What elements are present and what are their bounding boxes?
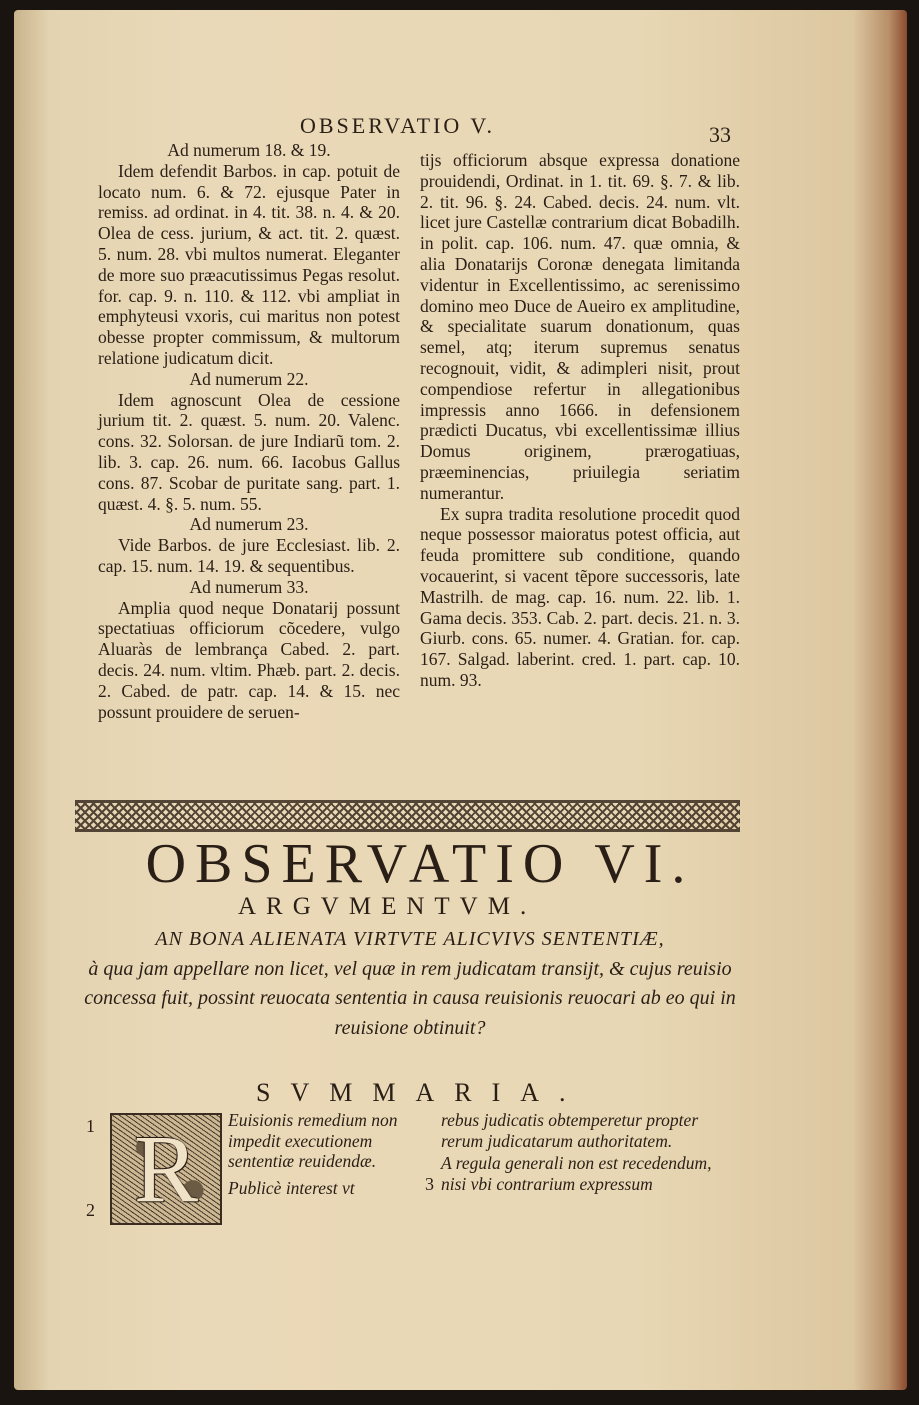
argument-question	[70, 925, 750, 1043]
question-caps-line: AN BONA ALIENATA VIRTVTE ALICVIVS SENTENTIÆ,	[155, 928, 665, 950]
paragraph: Vide Barbos. de jure Ecclesiast. lib. 2. cap. 15. num. 14. 19. & sequentibus.	[98, 535, 400, 576]
argumentum-heading: ARGVMENTVM.	[238, 893, 537, 920]
summary-number: 3	[425, 1174, 434, 1194]
section-heading: Ad numerum 22.	[189, 368, 309, 389]
summary-item: A regula generali non est recedendum, nisi vbi contrarium expressum	[441, 1153, 712, 1194]
summary-item: Publicè interest vt	[228, 1177, 355, 1198]
initial-letter: R	[133, 1115, 199, 1222]
summary-number: 2	[86, 1200, 95, 1220]
ornamental-rule	[75, 800, 740, 832]
page-number: 33	[709, 122, 731, 147]
section-heading: Ad numerum 18. & 19.	[167, 140, 331, 160]
question-text: à qua jam appellare non licet, vel quæ in rem judicatam transijt, & cujus reuisio concessa fuit, possint reuocata sententia in causa reuisionis reuocari ab eo qui in reuisione obtinuit?	[84, 957, 736, 1039]
summary-number: 1	[86, 1116, 95, 1136]
summary-left-column	[228, 1110, 400, 1198]
running-header: OBSERVATIO V.	[300, 113, 495, 138]
decorated-initial	[110, 1113, 222, 1225]
summary-item: Euisionis remedium non impedit executionem sententiæ reuidendæ.	[228, 1110, 398, 1171]
summary-item-continued: rebus judicatis obtemperetur propter rerum judicatarum authoritatem.	[441, 1110, 699, 1151]
paragraph: Idem agnoscunt Olea de cessione jurium tit. 2. quæst. 5. num. 20. Valenc. cons. 32. Solorsan. de jure Indiarũ tom. 2. lib. 3. cap. 26. num. 66. Iacobus Gallus cons. 87. Scobar de puritate sang. part. 1. quæst. 4. §. 5. num. 55.	[98, 389, 400, 514]
observatio-title: OBSERVATIO VI.	[145, 833, 695, 895]
right-column	[420, 150, 740, 691]
paragraph: Amplia quod neque Donatarij possunt spectatiuas officiorum cõcedere, vulgo Aluaràs de lembrança Cabed. 2. part. decis. 24. num. vltim. Phæb. part. 2. decis. 2. Cabed. de patr. cap. 14. & 15. nec possunt prouidere de seruen-	[98, 597, 400, 722]
paragraph: Idem defendit Barbos. in cap. potuit de locato num. 6. & 72. ejusque Pater in remiss. ad ordinat. in 4. tit. 38. n. 4. & 20. Olea de cess. jurium, & act. tit. 2. quæst. 5. num. 28. vbi multos numerat. Eleganter de more suo præacutissimus Pegas resolut. for. cap. 9. n. 110. & 112. vbi ampliat in emphyteusi vxoris, cui maritus non potest obesse propter commissum, & multorum relatione judicatum dicit.	[98, 160, 400, 368]
summary-right-column	[441, 1110, 741, 1194]
left-column	[98, 140, 400, 722]
paragraph: tijs officiorum absque expressa donatione prouidendi, Ordinat. in 1. tit. 69. §. 7. & lib. 2. tit. 96. §. 24. Cabed. decis. 24. num. vlt. licet jure Castellæ contrarium dicat Bobadilh. in polit. cap. 106. num. 47. quæ omnia, & alia Donatarijs Coronæ denegata limitanda videntur in Excellentissimo, ac serenissimo domino meo Duce de Aueiro ex amplitudine, & specialitate suarum donationum, quas semel, atq; iterum supremus senatus recognouit, vidit, & adimpleri nisit, prout compendiose refertur in allegationibus impressis anno 1666. in defensionem prædicti Ducatus, vbi excellentissimæ illius Domus originem, prærogatiuas, præeminencias, priuilegia seriatim numerantur.	[420, 150, 740, 503]
section-heading: Ad numerum 23.	[189, 514, 309, 535]
summaria-heading: SVMMARIA.	[256, 1078, 586, 1107]
section-heading: Ad numerum 33.	[189, 576, 309, 597]
paragraph: Ex supra tradita resolutione procedit quod neque possessor maioratus potest officia, aut feuda promittere sub conditione, quando vocauerint, si vacent tẽpore successoris, late Mastrilh. de mag. cap. 16. num. 22. lib. 1. Gama decis. 353. Cab. 2. part. decis. 21. n. 3. Giurb. cons. 65. numer. 4. Gratian. for. cap. 167. Salgad. laberint. cred. 1. part. cap. 10. num. 93.	[420, 503, 740, 690]
